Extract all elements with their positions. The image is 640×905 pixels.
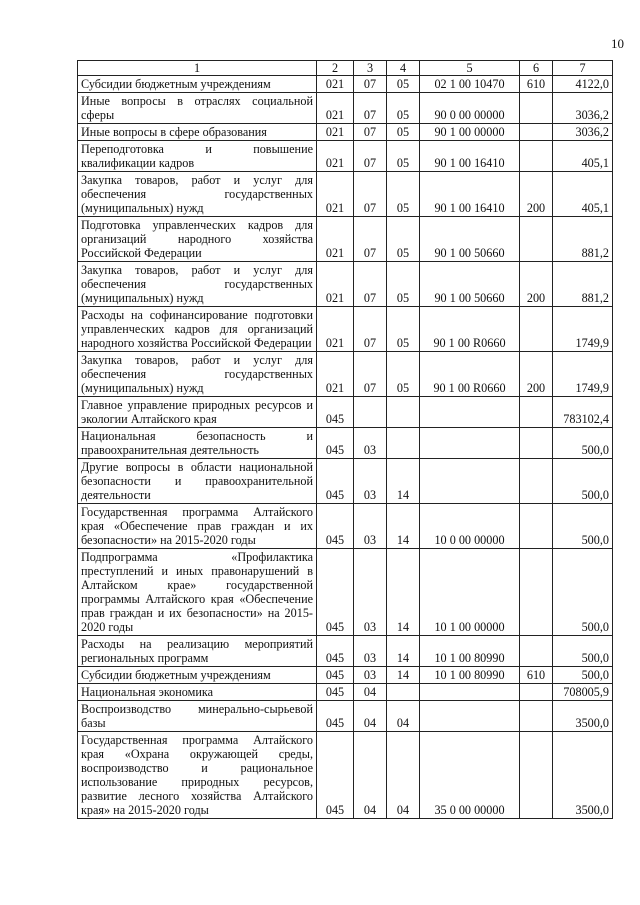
expense-type-cell xyxy=(520,684,553,701)
row-name-cell: Закупка товаров, работ и услуг для обеспечения государственных (муниципальных) нужд xyxy=(78,352,317,397)
target-article-cell: 90 1 00 16410 xyxy=(420,172,520,217)
target-article-cell: 10 1 00 00000 xyxy=(420,549,520,636)
row-name-cell: Главное управление природных ресурсов и экологии Алтайского края xyxy=(78,397,317,428)
expense-type-cell xyxy=(520,397,553,428)
header-cell: 4 xyxy=(387,61,420,76)
expense-type-cell xyxy=(520,732,553,819)
amount-cell: 3036,2 xyxy=(553,124,613,141)
admin-code-cell: 021 xyxy=(317,93,354,124)
amount-cell: 500,0 xyxy=(553,549,613,636)
target-article-cell: 10 1 00 80990 xyxy=(420,636,520,667)
amount-cell: 500,0 xyxy=(553,428,613,459)
expense-type-cell: 200 xyxy=(520,172,553,217)
row-name-cell: Государственная программа Алтайского края «Обеспечение прав граждан и их безопасности» на 2015-2020 годы xyxy=(78,504,317,549)
expense-type-cell xyxy=(520,307,553,352)
row-name-cell: Подпрограмма «Профилактика преступлений и иных правонарушений в Алтайском крае» государственной программы Алтайского края «Обеспечение прав граждан и их безопасности» на 2015-2020 годы xyxy=(78,549,317,636)
row-name-cell: Закупка товаров, работ и услуг для обеспечения государственных (муниципальных) нужд xyxy=(78,262,317,307)
expense-type-cell xyxy=(520,217,553,262)
target-article-cell: 90 1 00 R0660 xyxy=(420,307,520,352)
amount-cell: 3036,2 xyxy=(553,93,613,124)
amount-cell: 1749,9 xyxy=(553,307,613,352)
expense-type-cell xyxy=(520,636,553,667)
amount-cell: 500,0 xyxy=(553,504,613,549)
row-name-cell: Субсидии бюджетным учреждениям xyxy=(78,667,317,684)
row-name-cell: Национальная экономика xyxy=(78,684,317,701)
admin-code-cell: 045 xyxy=(317,428,354,459)
admin-code-cell: 045 xyxy=(317,636,354,667)
target-article-cell: 90 1 00 R0660 xyxy=(420,352,520,397)
header-cell: 3 xyxy=(354,61,387,76)
row-name-cell: Расходы на реализацию мероприятий региональных программ xyxy=(78,636,317,667)
admin-code-cell: 021 xyxy=(317,124,354,141)
table-row xyxy=(78,262,613,307)
amount-cell: 1749,9 xyxy=(553,352,613,397)
target-article-cell: 35 0 00 00000 xyxy=(420,732,520,819)
section-cell: 07 xyxy=(354,217,387,262)
admin-code-cell: 021 xyxy=(317,307,354,352)
target-article-cell xyxy=(420,397,520,428)
section-cell: 03 xyxy=(354,549,387,636)
subsection-cell: 14 xyxy=(387,504,420,549)
expense-type-cell xyxy=(520,428,553,459)
table-row xyxy=(78,701,613,732)
section-cell: 07 xyxy=(354,76,387,93)
target-article-cell xyxy=(420,701,520,732)
subsection-cell: 14 xyxy=(387,636,420,667)
target-article-cell xyxy=(420,684,520,701)
subsection-cell: 05 xyxy=(387,352,420,397)
table-row xyxy=(78,549,613,636)
section-cell: 04 xyxy=(354,701,387,732)
section-cell: 03 xyxy=(354,459,387,504)
table-row xyxy=(78,504,613,549)
section-cell: 07 xyxy=(354,172,387,217)
amount-cell: 4122,0 xyxy=(553,76,613,93)
subsection-cell: 14 xyxy=(387,459,420,504)
section-cell: 07 xyxy=(354,352,387,397)
table-row xyxy=(78,93,613,124)
section-cell xyxy=(354,397,387,428)
expense-type-cell xyxy=(520,141,553,172)
subsection-cell xyxy=(387,397,420,428)
section-cell: 07 xyxy=(354,262,387,307)
row-name-cell: Расходы на софинансирование подготовки управленческих кадров для организаций народного хозяйства Российской Федерации xyxy=(78,307,317,352)
target-article-cell: 90 0 00 00000 xyxy=(420,93,520,124)
admin-code-cell: 045 xyxy=(317,684,354,701)
subsection-cell: 05 xyxy=(387,307,420,352)
expense-type-cell xyxy=(520,504,553,549)
section-cell: 03 xyxy=(354,636,387,667)
table-row xyxy=(78,172,613,217)
header-cell: 2 xyxy=(317,61,354,76)
section-cell: 07 xyxy=(354,124,387,141)
expense-type-cell xyxy=(520,93,553,124)
table-row xyxy=(78,397,613,428)
table-row xyxy=(78,352,613,397)
target-article-cell: 10 0 00 00000 xyxy=(420,504,520,549)
target-article-cell: 90 1 00 16410 xyxy=(420,141,520,172)
table-row xyxy=(78,141,613,172)
expense-type-cell xyxy=(520,124,553,141)
amount-cell: 500,0 xyxy=(553,636,613,667)
table-row xyxy=(78,684,613,701)
section-cell: 07 xyxy=(354,307,387,352)
budget-table xyxy=(77,60,613,819)
subsection-cell: 14 xyxy=(387,667,420,684)
amount-cell: 881,2 xyxy=(553,217,613,262)
expense-type-cell: 610 xyxy=(520,667,553,684)
expense-type-cell: 610 xyxy=(520,76,553,93)
expense-type-cell xyxy=(520,549,553,636)
row-name-cell: Воспроизводство минерально-сырьевой базы xyxy=(78,701,317,732)
subsection-cell xyxy=(387,428,420,459)
amount-cell: 881,2 xyxy=(553,262,613,307)
expense-type-cell xyxy=(520,459,553,504)
row-name-cell: Переподготовка и повышение квалификации кадров xyxy=(78,141,317,172)
row-name-cell: Иные вопросы в отраслях социальной сферы xyxy=(78,93,317,124)
header-cell: 1 xyxy=(78,61,317,76)
amount-cell: 500,0 xyxy=(553,667,613,684)
section-cell: 03 xyxy=(354,504,387,549)
target-article-cell: 90 1 00 00000 xyxy=(420,124,520,141)
subsection-cell: 05 xyxy=(387,172,420,217)
table-row xyxy=(78,76,613,93)
subsection-cell: 04 xyxy=(387,732,420,819)
subsection-cell: 05 xyxy=(387,124,420,141)
subsection-cell: 05 xyxy=(387,141,420,172)
admin-code-cell: 045 xyxy=(317,732,354,819)
row-name-cell: Государственная программа Алтайского края «Охрана окружающей среды, воспроизводство и рациональное использование природных ресурсов, развитие лесного хозяйства Алтайского края» на 2015-2020 годы xyxy=(78,732,317,819)
table-row xyxy=(78,667,613,684)
admin-code-cell: 021 xyxy=(317,76,354,93)
admin-code-cell: 045 xyxy=(317,397,354,428)
admin-code-cell: 045 xyxy=(317,667,354,684)
subsection-cell: 05 xyxy=(387,93,420,124)
amount-cell: 3500,0 xyxy=(553,732,613,819)
table-row xyxy=(78,732,613,819)
table-row xyxy=(78,307,613,352)
target-article-cell: 02 1 00 10470 xyxy=(420,76,520,93)
header-cell: 7 xyxy=(553,61,613,76)
subsection-cell: 05 xyxy=(387,262,420,307)
row-name-cell: Иные вопросы в сфере образования xyxy=(78,124,317,141)
section-cell: 07 xyxy=(354,93,387,124)
header-cell: 6 xyxy=(520,61,553,76)
row-name-cell: Субсидии бюджетным учреждениям xyxy=(78,76,317,93)
subsection-cell: 14 xyxy=(387,549,420,636)
admin-code-cell: 021 xyxy=(317,352,354,397)
section-cell: 03 xyxy=(354,428,387,459)
section-cell: 04 xyxy=(354,684,387,701)
section-cell: 07 xyxy=(354,141,387,172)
admin-code-cell: 045 xyxy=(317,701,354,732)
admin-code-cell: 045 xyxy=(317,459,354,504)
target-article-cell xyxy=(420,428,520,459)
expense-type-cell: 200 xyxy=(520,352,553,397)
page-number: 10 xyxy=(611,36,624,51)
row-name-cell: Другие вопросы в области национальной безопасности и правоохранительной деятельности xyxy=(78,459,317,504)
expense-type-cell: 200 xyxy=(520,262,553,307)
admin-code-cell: 021 xyxy=(317,172,354,217)
subsection-cell: 05 xyxy=(387,217,420,262)
amount-cell: 708005,9 xyxy=(553,684,613,701)
amount-cell: 500,0 xyxy=(553,459,613,504)
subsection-cell: 04 xyxy=(387,701,420,732)
table-row xyxy=(78,428,613,459)
row-name-cell: Национальная безопасность и правоохранительная деятельность xyxy=(78,428,317,459)
target-article-cell: 90 1 00 50660 xyxy=(420,217,520,262)
admin-code-cell: 021 xyxy=(317,262,354,307)
row-name-cell: Закупка товаров, работ и услуг для обеспечения государственных (муниципальных) нужд xyxy=(78,172,317,217)
amount-cell: 405,1 xyxy=(553,172,613,217)
table-header-row xyxy=(78,61,613,76)
table-row xyxy=(78,124,613,141)
row-name-cell: Подготовка управленческих кадров для организаций народного хозяйства Российской Федерации xyxy=(78,217,317,262)
section-cell: 04 xyxy=(354,732,387,819)
subsection-cell xyxy=(387,684,420,701)
table-row xyxy=(78,459,613,504)
admin-code-cell: 045 xyxy=(317,504,354,549)
admin-code-cell: 021 xyxy=(317,217,354,262)
target-article-cell xyxy=(420,459,520,504)
header-cell: 5 xyxy=(420,61,520,76)
admin-code-cell: 045 xyxy=(317,549,354,636)
subsection-cell: 05 xyxy=(387,76,420,93)
amount-cell: 3500,0 xyxy=(553,701,613,732)
expense-type-cell xyxy=(520,701,553,732)
target-article-cell: 10 1 00 80990 xyxy=(420,667,520,684)
amount-cell: 405,1 xyxy=(553,141,613,172)
section-cell: 03 xyxy=(354,667,387,684)
table-row xyxy=(78,217,613,262)
admin-code-cell: 021 xyxy=(317,141,354,172)
table-row xyxy=(78,636,613,667)
amount-cell: 783102,4 xyxy=(553,397,613,428)
target-article-cell: 90 1 00 50660 xyxy=(420,262,520,307)
